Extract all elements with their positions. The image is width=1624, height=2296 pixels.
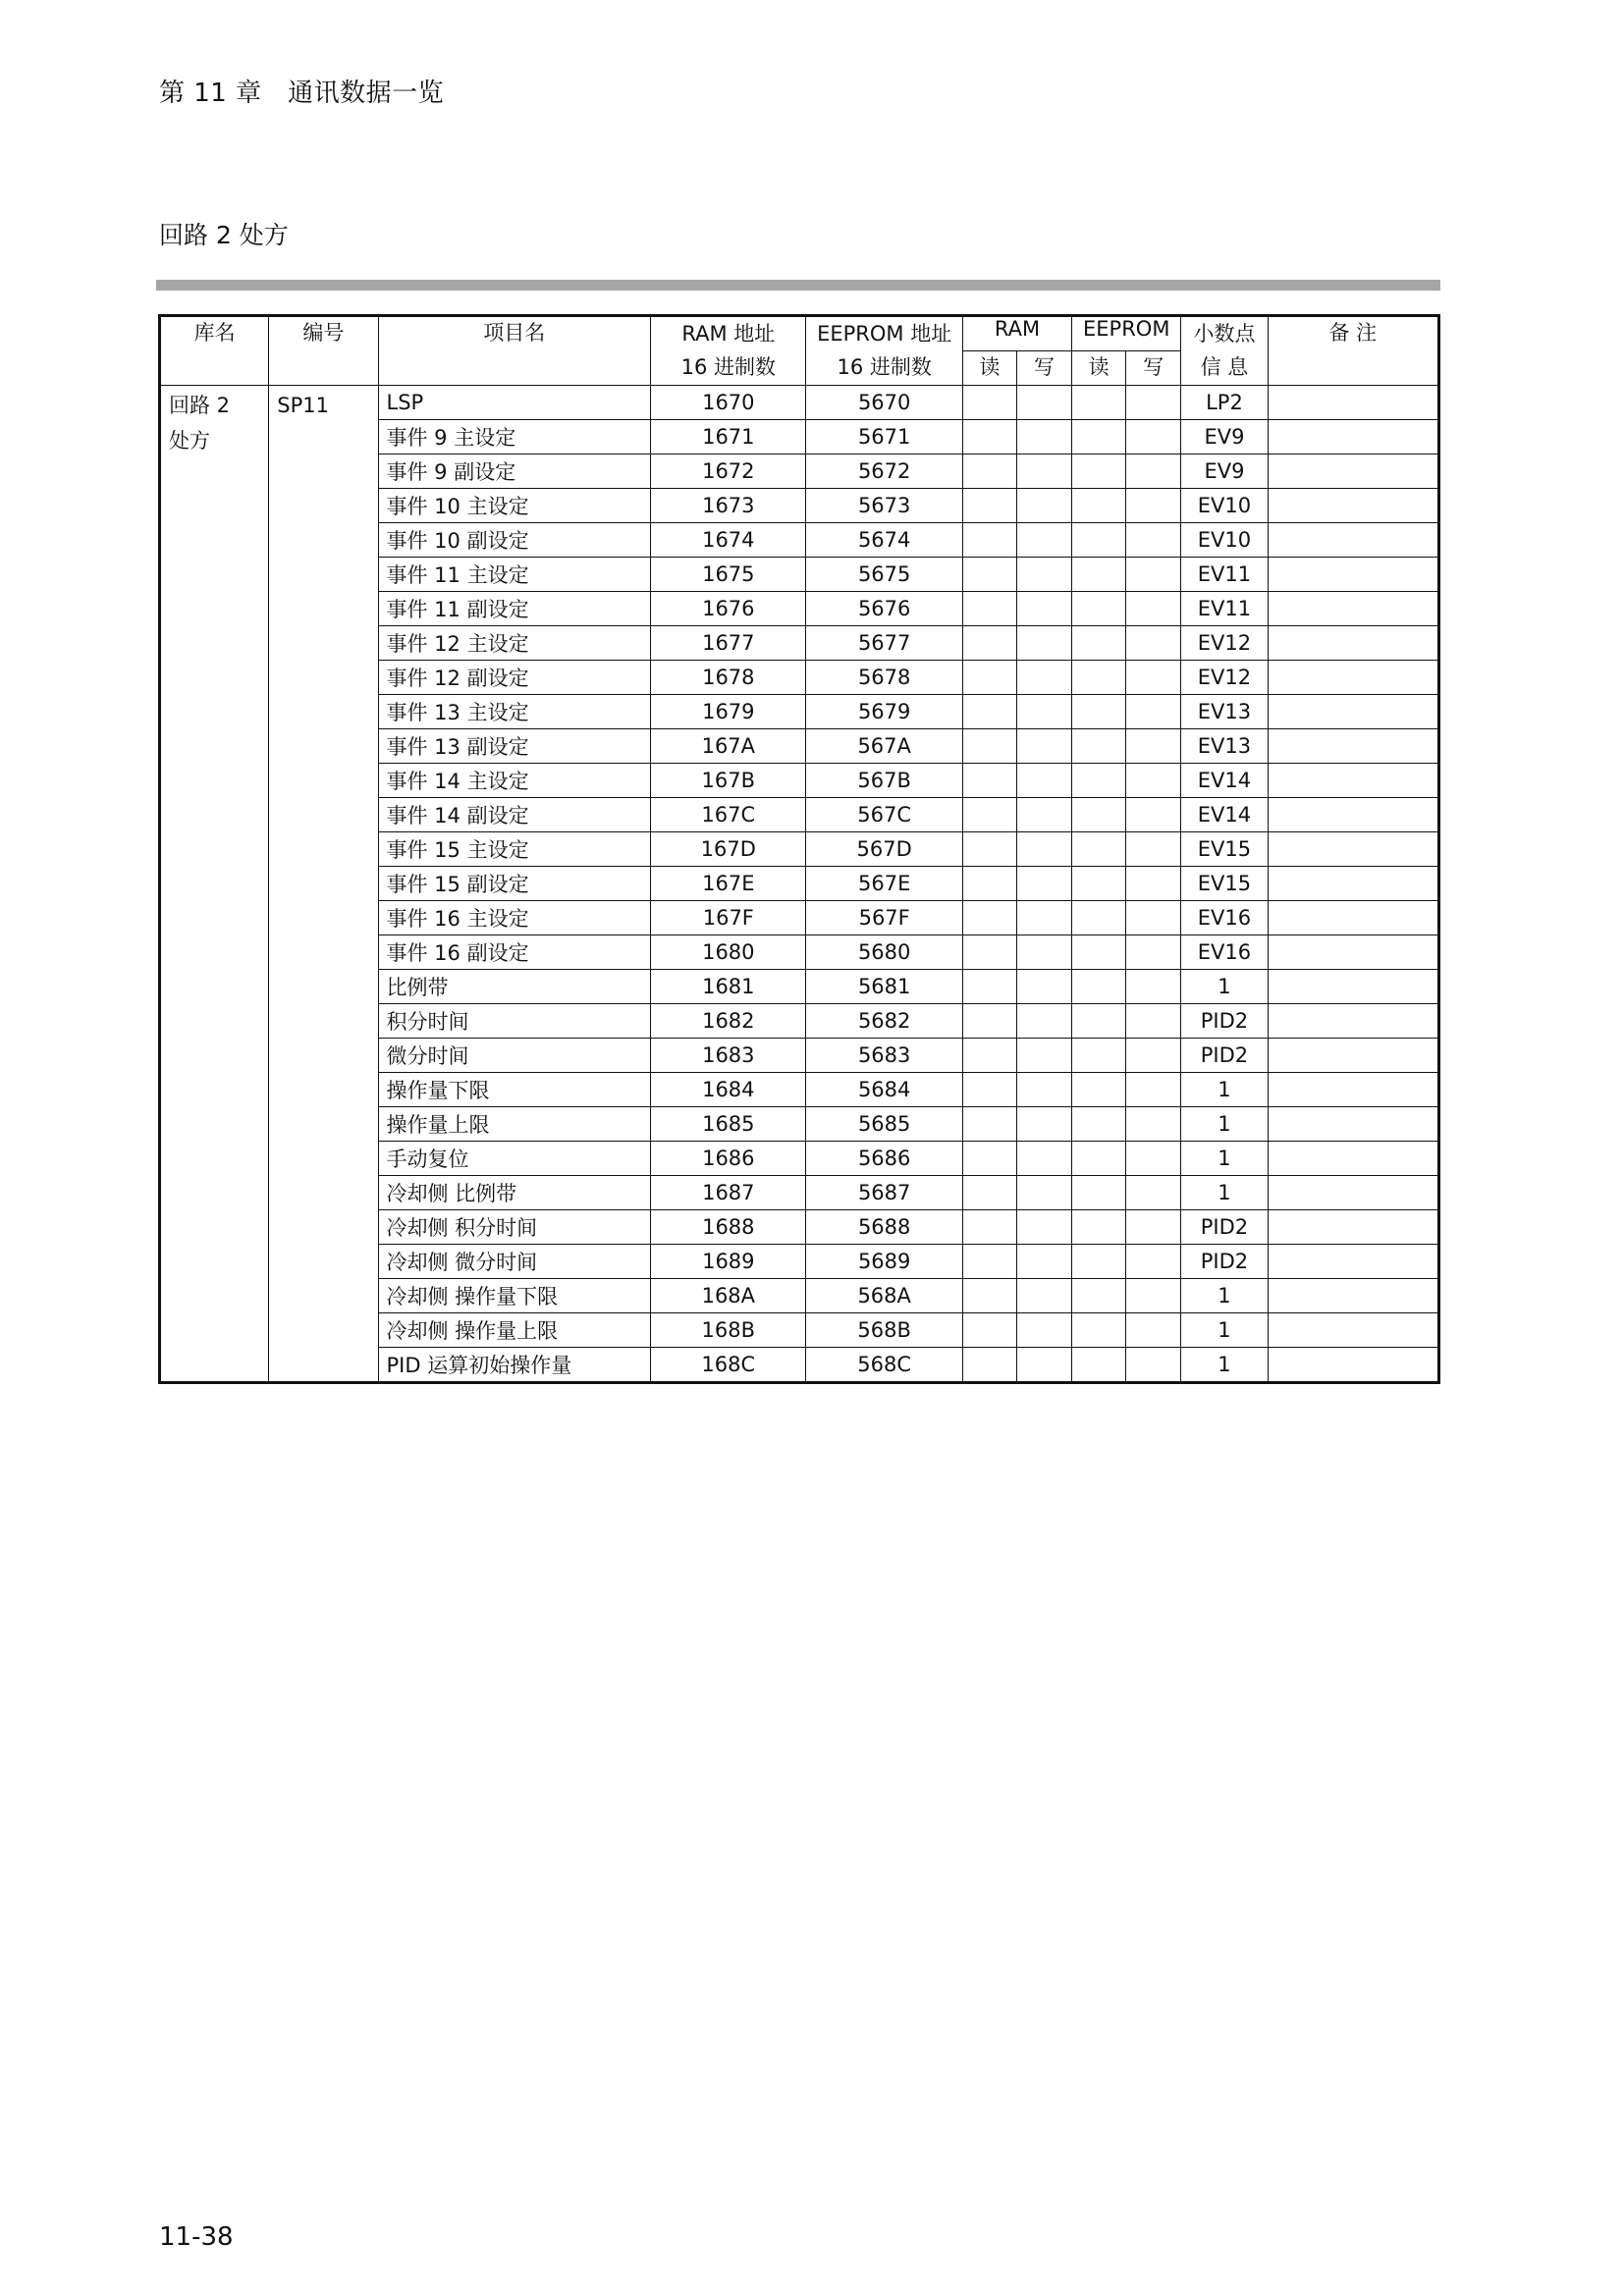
remarks-cell	[1268, 523, 1438, 558]
item-name-cell: LSP	[378, 386, 651, 420]
decimal-info-cell: PID2	[1181, 1039, 1268, 1073]
item-name-cell: 手动复位	[378, 1142, 651, 1176]
eeprom-address-cell: 567C	[806, 798, 962, 832]
ram-address-cell: 1683	[651, 1039, 806, 1073]
eeprom-read-cell	[1072, 695, 1126, 729]
ram-write-cell	[1016, 935, 1071, 970]
decimal-info-cell: EV10	[1181, 523, 1268, 558]
eeprom-read-cell	[1072, 626, 1126, 661]
remarks-cell	[1268, 1313, 1438, 1348]
header-eeprom-address	[806, 316, 962, 386]
ram-address-cell: 1685	[651, 1107, 806, 1142]
ram-address-cell: 167F	[651, 901, 806, 935]
ram-address-cell: 1675	[651, 558, 806, 592]
eeprom-address-cell: 5675	[806, 558, 962, 592]
decimal-info-cell: EV11	[1181, 592, 1268, 626]
decimal-info-cell: 1	[1181, 1313, 1268, 1348]
eeprom-write-cell	[1126, 1313, 1181, 1348]
ram-read-cell	[962, 1313, 1016, 1348]
eeprom-write-cell	[1126, 1176, 1181, 1210]
item-name-cell: PID 运算初始操作量	[378, 1348, 651, 1383]
decimal-info-cell: PID2	[1181, 1004, 1268, 1039]
ram-write-cell	[1016, 1107, 1071, 1142]
eeprom-write-cell	[1126, 592, 1181, 626]
eeprom-address-cell: 5672	[806, 454, 962, 489]
ram-read-cell	[962, 489, 1016, 523]
ram-address-cell: 1689	[651, 1245, 806, 1279]
item-name-cell: 操作量上限	[378, 1107, 651, 1142]
eeprom-address-cell: 5674	[806, 523, 962, 558]
eeprom-write-cell	[1126, 523, 1181, 558]
eeprom-write-cell	[1126, 1245, 1181, 1279]
ram-address-cell: 1670	[651, 386, 806, 420]
header-decimal-info	[1181, 316, 1268, 386]
decimal-info-cell: 1	[1181, 1279, 1268, 1313]
eeprom-write-cell	[1126, 867, 1181, 901]
item-name-cell: 事件 15 副设定	[378, 867, 651, 901]
library-line2: 处方	[169, 429, 210, 453]
decimal-info-cell: EV13	[1181, 695, 1268, 729]
ram-address-cell: 167B	[651, 764, 806, 798]
eeprom-read-cell	[1072, 1245, 1126, 1279]
decimal-info-cell: EV12	[1181, 661, 1268, 695]
decimal-info-cell: 1	[1181, 1142, 1268, 1176]
ram-read-cell	[962, 454, 1016, 489]
eeprom-write-cell	[1126, 420, 1181, 454]
eeprom-read-cell	[1072, 935, 1126, 970]
remarks-cell	[1268, 832, 1438, 867]
ram-address-cell: 1676	[651, 592, 806, 626]
eeprom-read-cell	[1072, 798, 1126, 832]
ram-read-cell	[962, 901, 1016, 935]
header-decimal-line1: 小数点	[1193, 322, 1256, 346]
ram-write-cell	[1016, 626, 1071, 661]
eeprom-address-cell: 5670	[806, 386, 962, 420]
header-item-name: 项目名	[378, 316, 651, 386]
decimal-info-cell: PID2	[1181, 1245, 1268, 1279]
header-ram-address-line2: 16 进制数	[680, 355, 776, 379]
item-name-cell: 事件 16 主设定	[378, 901, 651, 935]
ram-write-cell	[1016, 558, 1071, 592]
ram-read-cell	[962, 1176, 1016, 1210]
eeprom-read-cell	[1072, 454, 1126, 489]
ram-read-cell	[962, 420, 1016, 454]
item-name-cell: 事件 16 副设定	[378, 935, 651, 970]
eeprom-read-cell	[1072, 1073, 1126, 1107]
eeprom-write-cell	[1126, 798, 1181, 832]
ram-write-cell	[1016, 1279, 1071, 1313]
ram-read-cell	[962, 1279, 1016, 1313]
item-name-cell: 冷却侧 微分时间	[378, 1245, 651, 1279]
ram-write-cell	[1016, 1210, 1071, 1245]
ram-write-cell	[1016, 867, 1071, 901]
ram-write-cell	[1016, 729, 1071, 764]
decimal-info-cell: EV14	[1181, 798, 1268, 832]
remarks-cell	[1268, 935, 1438, 970]
item-name-cell: 冷却侧 积分时间	[378, 1210, 651, 1245]
remarks-cell	[1268, 1004, 1438, 1039]
ram-address-cell: 1679	[651, 695, 806, 729]
eeprom-address-cell: 5683	[806, 1039, 962, 1073]
ram-write-cell	[1016, 420, 1071, 454]
decimal-info-cell: EV10	[1181, 489, 1268, 523]
ram-read-cell	[962, 1348, 1016, 1383]
remarks-cell	[1268, 661, 1438, 695]
eeprom-write-cell	[1126, 695, 1181, 729]
ram-address-cell: 167C	[651, 798, 806, 832]
eeprom-address-cell: 5676	[806, 592, 962, 626]
decimal-info-cell: EV11	[1181, 558, 1268, 592]
eeprom-read-cell	[1072, 729, 1126, 764]
decimal-info-cell: EV15	[1181, 832, 1268, 867]
ram-write-cell	[1016, 454, 1071, 489]
ram-address-cell: 1678	[651, 661, 806, 695]
eeprom-address-cell: 5671	[806, 420, 962, 454]
eeprom-read-cell	[1072, 489, 1126, 523]
ram-address-cell: 1682	[651, 1004, 806, 1039]
eeprom-write-cell	[1126, 1279, 1181, 1313]
eeprom-address-cell: 568B	[806, 1313, 962, 1348]
ram-read-cell	[962, 661, 1016, 695]
ram-read-cell	[962, 1210, 1016, 1245]
eeprom-address-cell: 5673	[806, 489, 962, 523]
ram-address-cell: 1684	[651, 1073, 806, 1107]
eeprom-address-cell: 5688	[806, 1210, 962, 1245]
eeprom-address-cell: 568A	[806, 1279, 962, 1313]
ram-write-cell	[1016, 489, 1071, 523]
ram-read-cell	[962, 970, 1016, 1004]
ram-write-cell	[1016, 1176, 1071, 1210]
ram-address-cell: 1688	[651, 1210, 806, 1245]
remarks-cell	[1268, 1176, 1438, 1210]
item-name-cell: 微分时间	[378, 1039, 651, 1073]
eeprom-write-cell	[1126, 661, 1181, 695]
eeprom-read-cell	[1072, 1210, 1126, 1245]
decimal-info-cell: 1	[1181, 1107, 1268, 1142]
number-cell: SP11	[269, 386, 378, 1383]
item-name-cell: 冷却侧 比例带	[378, 1176, 651, 1210]
remarks-cell	[1268, 1279, 1438, 1313]
eeprom-address-cell: 5681	[806, 970, 962, 1004]
ram-read-cell	[962, 592, 1016, 626]
item-name-cell: 事件 9 主设定	[378, 420, 651, 454]
ram-write-cell	[1016, 798, 1071, 832]
item-name-cell: 事件 14 主设定	[378, 764, 651, 798]
header-ram-address	[651, 316, 806, 386]
eeprom-read-cell	[1072, 1176, 1126, 1210]
ram-read-cell	[962, 764, 1016, 798]
remarks-cell	[1268, 1210, 1438, 1245]
eeprom-write-cell	[1126, 970, 1181, 1004]
eeprom-read-cell	[1072, 558, 1126, 592]
ram-write-cell	[1016, 695, 1071, 729]
ram-address-cell: 1672	[651, 454, 806, 489]
chapter-header: 第 11 章 通讯数据一览	[159, 79, 445, 108]
header-ram: RAM	[962, 316, 1071, 351]
eeprom-write-cell	[1126, 729, 1181, 764]
ram-write-cell	[1016, 1073, 1071, 1107]
remarks-cell	[1268, 1245, 1438, 1279]
table-row	[160, 386, 1439, 420]
eeprom-read-cell	[1072, 832, 1126, 867]
ram-read-cell	[962, 798, 1016, 832]
ram-write-cell	[1016, 1348, 1071, 1383]
ram-write-cell	[1016, 1039, 1071, 1073]
eeprom-address-cell: 5678	[806, 661, 962, 695]
eeprom-read-cell	[1072, 592, 1126, 626]
ram-address-cell: 168A	[651, 1279, 806, 1313]
eeprom-address-cell: 5685	[806, 1107, 962, 1142]
item-name-cell: 事件 15 主设定	[378, 832, 651, 867]
remarks-cell	[1268, 695, 1438, 729]
eeprom-address-cell: 5682	[806, 1004, 962, 1039]
ram-address-cell: 167E	[651, 867, 806, 901]
eeprom-write-cell	[1126, 558, 1181, 592]
item-name-cell: 事件 9 副设定	[378, 454, 651, 489]
remarks-cell	[1268, 454, 1438, 489]
remarks-cell	[1268, 1039, 1438, 1073]
eeprom-write-cell	[1126, 764, 1181, 798]
header-decimal-line2: 信 息	[1200, 355, 1249, 379]
section-divider-bar	[156, 280, 1440, 291]
eeprom-address-cell: 567F	[806, 901, 962, 935]
eeprom-address-cell: 5689	[806, 1245, 962, 1279]
ram-read-cell	[962, 558, 1016, 592]
eeprom-write-cell	[1126, 1142, 1181, 1176]
eeprom-write-cell	[1126, 1348, 1181, 1383]
table-body	[160, 386, 1439, 1383]
ram-address-cell: 1686	[651, 1142, 806, 1176]
item-name-cell: 事件 11 副设定	[378, 592, 651, 626]
eeprom-write-cell	[1126, 386, 1181, 420]
ram-address-cell: 168B	[651, 1313, 806, 1348]
page-number: 11-38	[159, 2222, 234, 2252]
ram-address-cell: 167A	[651, 729, 806, 764]
eeprom-read-cell	[1072, 867, 1126, 901]
item-name-cell: 事件 14 副设定	[378, 798, 651, 832]
eeprom-write-cell	[1126, 1107, 1181, 1142]
eeprom-read-cell	[1072, 970, 1126, 1004]
decimal-info-cell: 1	[1181, 1348, 1268, 1383]
remarks-cell	[1268, 729, 1438, 764]
eeprom-read-cell	[1072, 420, 1126, 454]
eeprom-address-cell: 567E	[806, 867, 962, 901]
remarks-cell	[1268, 386, 1438, 420]
remarks-cell	[1268, 970, 1438, 1004]
remarks-cell	[1268, 489, 1438, 523]
eeprom-address-cell: 567A	[806, 729, 962, 764]
ram-read-cell	[962, 1004, 1016, 1039]
library-cell	[160, 386, 269, 1383]
item-name-cell: 事件 13 主设定	[378, 695, 651, 729]
ram-write-cell	[1016, 386, 1071, 420]
section-title: 回路 2 处方	[159, 221, 289, 249]
eeprom-address-cell: 5686	[806, 1142, 962, 1176]
eeprom-read-cell	[1072, 523, 1126, 558]
header-ram-read: 读	[962, 351, 1016, 386]
decimal-info-cell: EV16	[1181, 901, 1268, 935]
eeprom-write-cell	[1126, 489, 1181, 523]
ram-address-cell: 167D	[651, 832, 806, 867]
remarks-cell	[1268, 1348, 1438, 1383]
eeprom-address-cell: 5677	[806, 626, 962, 661]
header-eeprom-write: 写	[1126, 351, 1181, 386]
remarks-cell	[1268, 1107, 1438, 1142]
header-eeprom: EEPROM	[1072, 316, 1181, 351]
ram-address-cell: 1674	[651, 523, 806, 558]
header-remarks: 备 注	[1268, 316, 1438, 386]
eeprom-write-cell	[1126, 1004, 1181, 1039]
eeprom-address-cell: 5684	[806, 1073, 962, 1107]
eeprom-write-cell	[1126, 832, 1181, 867]
eeprom-write-cell	[1126, 626, 1181, 661]
eeprom-read-cell	[1072, 901, 1126, 935]
table-header	[160, 316, 1439, 386]
ram-write-cell	[1016, 1004, 1071, 1039]
remarks-cell	[1268, 867, 1438, 901]
ram-read-cell	[962, 386, 1016, 420]
decimal-info-cell: EV14	[1181, 764, 1268, 798]
eeprom-address-cell: 567B	[806, 764, 962, 798]
item-name-cell: 事件 12 主设定	[378, 626, 651, 661]
eeprom-read-cell	[1072, 1313, 1126, 1348]
decimal-info-cell: EV9	[1181, 420, 1268, 454]
header-library: 库名	[160, 316, 269, 386]
ram-write-cell	[1016, 901, 1071, 935]
ram-write-cell	[1016, 1313, 1071, 1348]
decimal-info-cell: 1	[1181, 970, 1268, 1004]
ram-read-cell	[962, 1039, 1016, 1073]
decimal-info-cell: 1	[1181, 1073, 1268, 1107]
remarks-cell	[1268, 626, 1438, 661]
remarks-cell	[1268, 1142, 1438, 1176]
eeprom-read-cell	[1072, 1279, 1126, 1313]
remarks-cell	[1268, 592, 1438, 626]
eeprom-address-cell: 568C	[806, 1348, 962, 1383]
ram-read-cell	[962, 1073, 1016, 1107]
ram-read-cell	[962, 832, 1016, 867]
remarks-cell	[1268, 1073, 1438, 1107]
ram-address-cell: 168C	[651, 1348, 806, 1383]
ram-write-cell	[1016, 764, 1071, 798]
ram-read-cell	[962, 1107, 1016, 1142]
ram-write-cell	[1016, 970, 1071, 1004]
eeprom-write-cell	[1126, 1073, 1181, 1107]
decimal-info-cell: EV9	[1181, 454, 1268, 489]
item-name-cell: 事件 11 主设定	[378, 558, 651, 592]
eeprom-address-cell: 567D	[806, 832, 962, 867]
header-ram-write: 写	[1016, 351, 1071, 386]
ram-write-cell	[1016, 523, 1071, 558]
item-name-cell: 冷却侧 操作量下限	[378, 1279, 651, 1313]
ram-write-cell	[1016, 592, 1071, 626]
item-name-cell: 事件 12 副设定	[378, 661, 651, 695]
communication-data-table	[158, 314, 1440, 1384]
decimal-info-cell: EV12	[1181, 626, 1268, 661]
ram-read-cell	[962, 523, 1016, 558]
ram-write-cell	[1016, 832, 1071, 867]
library-line1: 回路 2	[169, 394, 231, 417]
remarks-cell	[1268, 764, 1438, 798]
eeprom-address-cell: 5687	[806, 1176, 962, 1210]
ram-write-cell	[1016, 1245, 1071, 1279]
ram-read-cell	[962, 729, 1016, 764]
item-name-cell: 比例带	[378, 970, 651, 1004]
header-eeprom-address-line1: EEPROM 地址	[817, 322, 952, 346]
item-name-cell: 事件 10 副设定	[378, 523, 651, 558]
item-name-cell: 冷却侧 操作量上限	[378, 1313, 651, 1348]
eeprom-read-cell	[1072, 386, 1126, 420]
ram-address-cell: 1681	[651, 970, 806, 1004]
ram-read-cell	[962, 626, 1016, 661]
ram-read-cell	[962, 1245, 1016, 1279]
item-name-cell: 操作量下限	[378, 1073, 651, 1107]
ram-address-cell: 1671	[651, 420, 806, 454]
header-eeprom-address-line2: 16 进制数	[837, 355, 932, 379]
ram-address-cell: 1680	[651, 935, 806, 970]
remarks-cell	[1268, 420, 1438, 454]
item-name-cell: 事件 10 主设定	[378, 489, 651, 523]
eeprom-read-cell	[1072, 1107, 1126, 1142]
eeprom-write-cell	[1126, 454, 1181, 489]
eeprom-read-cell	[1072, 1039, 1126, 1073]
header-eeprom-read: 读	[1072, 351, 1126, 386]
ram-address-cell: 1673	[651, 489, 806, 523]
eeprom-write-cell	[1126, 1039, 1181, 1073]
ram-address-cell: 1677	[651, 626, 806, 661]
ram-read-cell	[962, 935, 1016, 970]
remarks-cell	[1268, 798, 1438, 832]
eeprom-write-cell	[1126, 1210, 1181, 1245]
ram-write-cell	[1016, 1142, 1071, 1176]
header-number: 编号	[269, 316, 378, 386]
remarks-cell	[1268, 558, 1438, 592]
ram-address-cell: 1687	[651, 1176, 806, 1210]
eeprom-read-cell	[1072, 764, 1126, 798]
eeprom-read-cell	[1072, 1142, 1126, 1176]
decimal-info-cell: 1	[1181, 1176, 1268, 1210]
eeprom-address-cell: 5679	[806, 695, 962, 729]
eeprom-read-cell	[1072, 1004, 1126, 1039]
eeprom-address-cell: 5680	[806, 935, 962, 970]
decimal-info-cell: EV16	[1181, 935, 1268, 970]
eeprom-write-cell	[1126, 901, 1181, 935]
item-name-cell: 事件 13 副设定	[378, 729, 651, 764]
ram-read-cell	[962, 695, 1016, 729]
remarks-cell	[1268, 901, 1438, 935]
decimal-info-cell: LP2	[1181, 386, 1268, 420]
ram-read-cell	[962, 867, 1016, 901]
decimal-info-cell: EV13	[1181, 729, 1268, 764]
header-ram-address-line1: RAM 地址	[681, 322, 776, 346]
eeprom-read-cell	[1072, 1348, 1126, 1383]
decimal-info-cell: EV15	[1181, 867, 1268, 901]
ram-read-cell	[962, 1142, 1016, 1176]
eeprom-write-cell	[1126, 935, 1181, 970]
ram-write-cell	[1016, 661, 1071, 695]
eeprom-read-cell	[1072, 661, 1126, 695]
item-name-cell: 积分时间	[378, 1004, 651, 1039]
decimal-info-cell: PID2	[1181, 1210, 1268, 1245]
